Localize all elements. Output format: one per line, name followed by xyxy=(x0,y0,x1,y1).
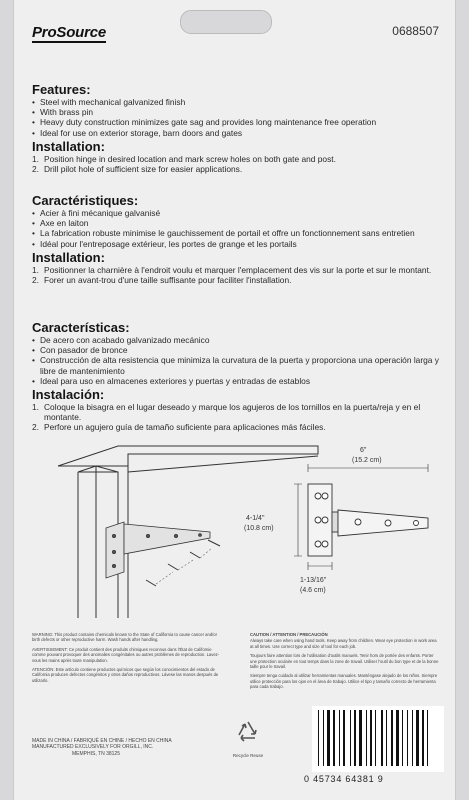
height-cm-label: (10.8 cm) xyxy=(244,525,274,532)
barcode-bar xyxy=(416,710,419,766)
install-title-en: Installation: xyxy=(32,138,105,154)
barcode-bars xyxy=(312,706,444,772)
barcode-bar xyxy=(327,710,330,766)
install-list-fr xyxy=(32,265,441,285)
list-item: 1. Positionner la charnière à l'endroit voulu et marquer l'emplacement des vis sur la porte et sur le montant. xyxy=(32,264,432,275)
features-title-en: Features: xyxy=(32,82,91,97)
features-list-es xyxy=(32,335,441,386)
install-title-es: Instalación: xyxy=(32,387,105,403)
caution-es: Siempre tenga cuidado al utilizar herramientas manuales. Manténgase alejado de los niños. Siempre utilice protección para los ojos en el área de trabajo. Utilice el tipo y tamaño correcto de herramienta para cada trabajo. xyxy=(250,673,438,690)
hinge-dimension-drawing xyxy=(308,484,428,556)
barcode-bar xyxy=(359,710,362,766)
brand-logo: ProSource xyxy=(32,24,107,41)
barcode-bar xyxy=(422,710,424,766)
list-item: 2. Perfore un agujero guía de tamaño suficiente para aplicaciones más fáciles. xyxy=(32,422,326,433)
distributor-text: MANUFACTURED EXCLUSIVELY FOR ORGILL, INC. xyxy=(32,744,154,751)
features-list-fr xyxy=(32,208,441,249)
barcode-bar xyxy=(339,710,340,766)
list-item: • De acero con acabado galvanizado mecánico xyxy=(32,335,441,345)
list-item: • La fabrication robuste minimise le gauchissement de portail et offre un fonctionnement sans entretien xyxy=(32,228,441,238)
recycle-icon xyxy=(233,718,263,748)
barcode-bar xyxy=(375,710,376,766)
list-item: • Axe en laiton xyxy=(32,218,441,228)
warning-fr: AVERTISSEMENT: Ce produit contient des produits chimiques reconnus dans l'État de Californie comme pouvant provoquer des anomalies congénitales ou autres problèmes de reproduction. Lavez-vous les mains après toute manipulation. xyxy=(32,646,220,663)
barcode-bar xyxy=(354,710,356,766)
barcode-bar xyxy=(407,710,408,766)
features-title-fr: Caractéristiques: xyxy=(32,193,139,208)
french-section xyxy=(32,193,441,285)
barcode-bar xyxy=(343,710,345,766)
width-label: 6" xyxy=(360,447,367,454)
leaf-cm-label: (4.6 cm) xyxy=(300,587,326,594)
recycle-logo xyxy=(226,718,270,778)
upc-barcode xyxy=(304,706,454,786)
barcode-bar xyxy=(318,710,319,766)
caution-block xyxy=(250,632,440,694)
width-cm-label: (15.2 cm) xyxy=(352,457,382,464)
sku-number: 0688507 xyxy=(392,24,439,38)
list-item: 2. Drill pilot hole of sufficient size for easier applications. xyxy=(32,164,243,175)
barcode-bar xyxy=(323,710,324,766)
warning-en: WARNING: This product contains chemicals known to the State of California to cause cancer and/or birth defects or other reproductive harm. Wash hands after handling. xyxy=(32,632,218,643)
list-item: 1. Position hinge in desired location and mark screw holes on both gate and post. xyxy=(32,153,336,164)
barcode-bar xyxy=(386,710,387,766)
hinge-illustration xyxy=(106,522,210,578)
list-item: • Ideal para uso en almacenes exteriores y puertas y entradas de establos xyxy=(32,376,441,386)
english-section xyxy=(32,82,441,174)
list-item: • Acier à fini mécanique galvanisé xyxy=(32,208,441,218)
barcode-bar xyxy=(412,710,413,766)
chemical-warnings xyxy=(32,632,220,687)
product-card xyxy=(14,0,455,800)
list-item: • Ideal for use on exterior storage, barn doors and gates xyxy=(32,128,441,138)
height-label: 4-1/4" xyxy=(246,515,265,522)
list-item: • Heavy duty construction minimizes gate sag and provides long maintenance free operation xyxy=(32,117,441,127)
install-title-fr: Installation: xyxy=(32,249,105,265)
install-list-es xyxy=(32,402,441,433)
barcode-bar xyxy=(333,710,335,766)
caution-en: Always take care when using hand tools. Keep away from children. Wear eye protection in work area at all times. Use correct type and size of tool for each job. xyxy=(250,638,437,649)
manufacturer-info xyxy=(32,738,172,757)
barcode-bar xyxy=(402,710,403,766)
barcode-number: 0 45734 64381 9 xyxy=(304,774,384,784)
list-item: 2. Forer un avant-trou d'une taille suffisante pour faciliter l'installation. xyxy=(32,275,292,286)
installation-diagram xyxy=(28,432,448,622)
list-item: • Con pasador de bronce xyxy=(32,345,441,355)
barcode-bar xyxy=(370,710,372,766)
barcode-bar xyxy=(366,710,367,766)
barcode-bar xyxy=(396,710,399,766)
warning-es: ATENCIÓN: Este artículo contiene productos químicos que según los conocimientos del estado de California producen defectos congénitos y otros daños reproductivos. Lávese las manos después de utilizarlo. xyxy=(32,667,219,683)
leaf-label: 1-13/16" xyxy=(300,577,327,584)
barcode-bar xyxy=(427,710,428,766)
caution-fr: Toujours faire attention lors de l'utilisation d'outils manuels. Tenir hors de portée des enfants. Porter une protection oculaire en tout temps dans la zone de travail. Utiliser l'outil du bon type et de la bonne taille pour le travail. xyxy=(250,653,439,670)
barcode-bar xyxy=(381,710,383,766)
city-text: MEMPHIS, TN 38125 xyxy=(72,750,120,757)
barcode-bar xyxy=(350,710,351,766)
hang-hole xyxy=(180,10,272,34)
made-in-text: MADE IN CHINA / FABRIQUÉ EN CHINE / HECHO EN CHINA xyxy=(32,738,172,744)
list-item: • Idéal pour l'entreposage extérieur, les portes de grange et les portails xyxy=(32,239,441,249)
caution-title: CAUTION / ATTENTION / PRECAUCIÓN xyxy=(250,632,328,637)
list-item: 1. Coloque la bisagra en el lugar deseado y marque los agujeros de los tornillos en la puerta/reja y en el montante. xyxy=(32,402,421,423)
recycle-label: Recycle Reuse xyxy=(232,753,264,758)
features-title-es: Características: xyxy=(32,320,130,335)
list-item: • Steel with mechanical galvanized finish xyxy=(32,97,441,107)
features-list-en xyxy=(32,97,441,138)
barcode-bar xyxy=(391,710,393,766)
spanish-section xyxy=(32,320,441,433)
list-item: • Construcción de alta resistencia que minimiza la curvatura de la puerta y proporciona una operación larga y libre de mantenimiento xyxy=(32,355,441,375)
install-list-en xyxy=(32,154,441,174)
list-item: • With brass pin xyxy=(32,107,441,117)
